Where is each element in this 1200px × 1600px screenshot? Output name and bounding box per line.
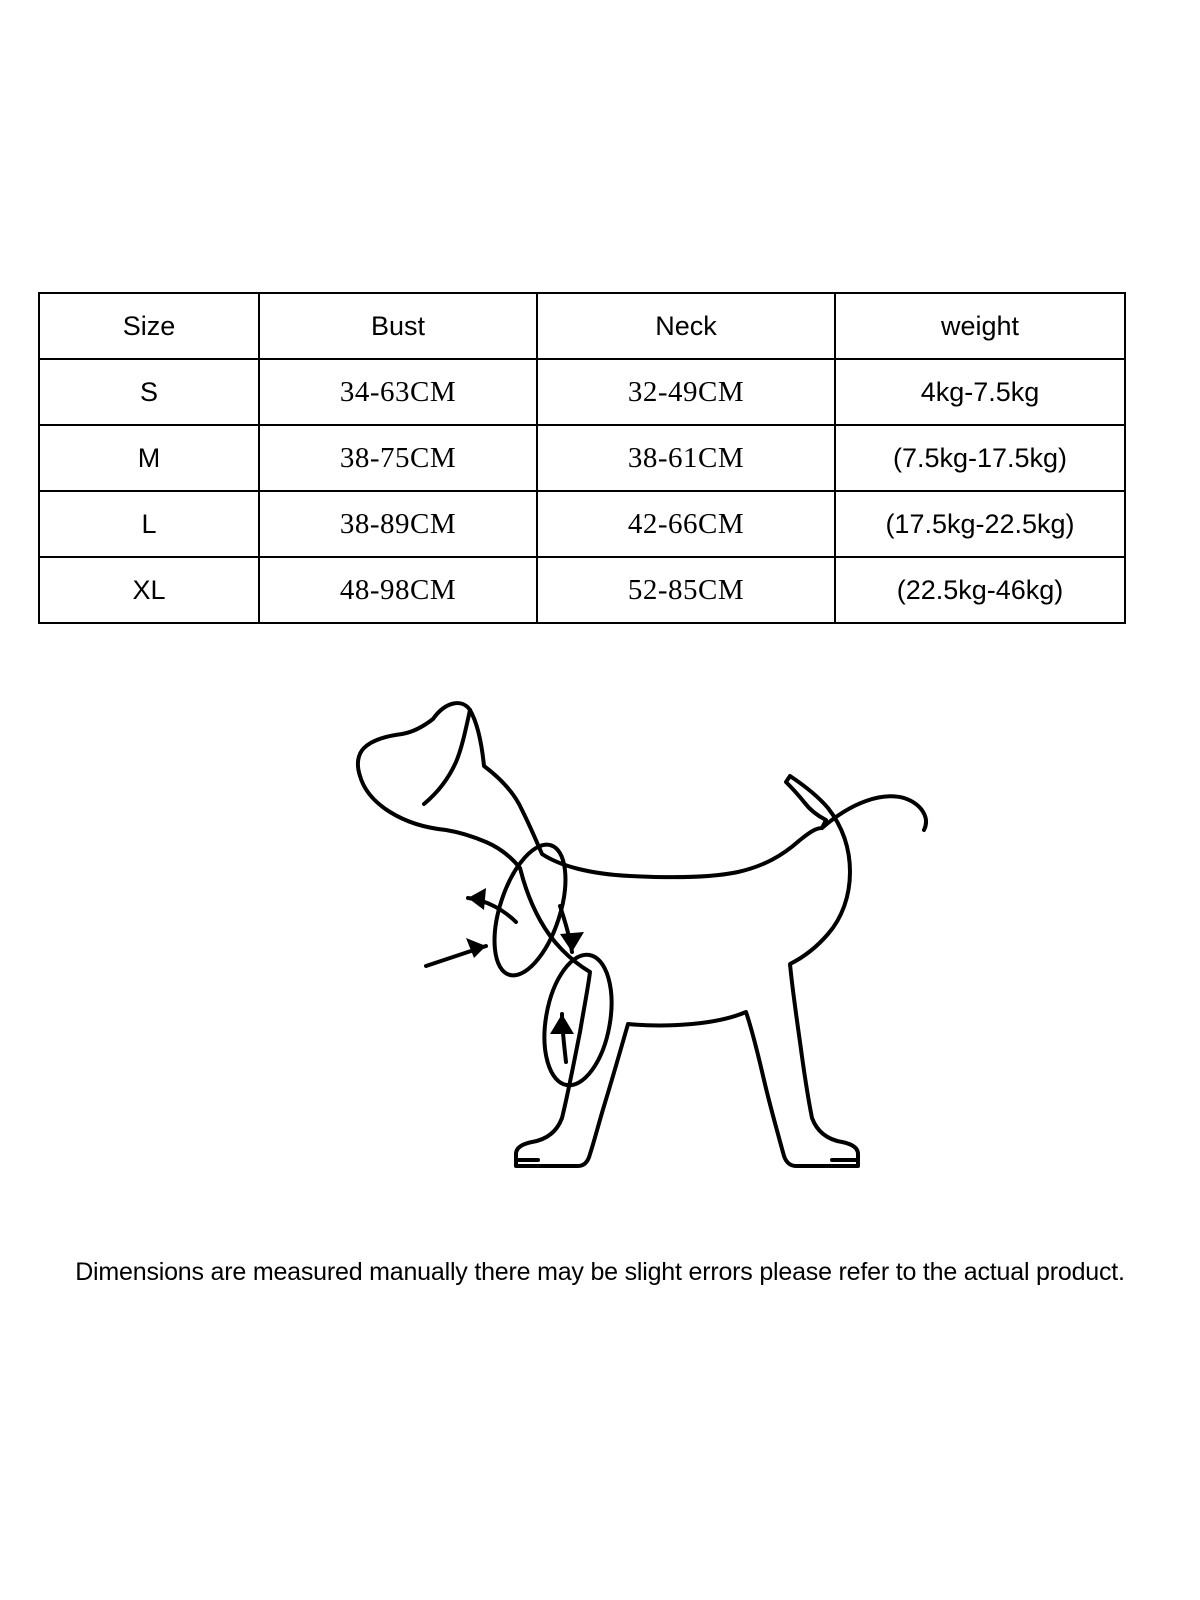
cell-bust: 34-63CM xyxy=(259,359,537,425)
column-header-bust: Bust xyxy=(259,293,537,359)
cell-bust: 38-89CM xyxy=(259,491,537,557)
cell-size: M xyxy=(39,425,259,491)
cell-weight: (17.5kg-22.5kg) xyxy=(835,491,1125,557)
dog-ear-detail xyxy=(424,710,470,804)
cell-weight: (7.5kg-17.5kg) xyxy=(835,425,1125,491)
size-table xyxy=(38,292,1126,624)
cell-size: S xyxy=(39,359,259,425)
column-header-size: Size xyxy=(39,293,259,359)
cell-size: L xyxy=(39,491,259,557)
cell-neck: 52-85CM xyxy=(537,557,835,623)
column-header-neck: Neck xyxy=(537,293,835,359)
cell-neck: 38-61CM xyxy=(537,425,835,491)
cell-size: XL xyxy=(39,557,259,623)
neck-measure-loop xyxy=(480,836,579,984)
table-row xyxy=(39,425,1125,491)
table-row xyxy=(39,359,1125,425)
size-table-container xyxy=(38,292,1124,624)
cell-weight: 4kg-7.5kg xyxy=(835,359,1125,425)
table-row xyxy=(39,557,1125,623)
column-header-weight: weight xyxy=(835,293,1125,359)
cell-bust: 48-98CM xyxy=(259,557,537,623)
table-row xyxy=(39,491,1125,557)
cell-bust: 38-75CM xyxy=(259,425,537,491)
table-header-row xyxy=(39,293,1125,359)
bust-measure-loop xyxy=(535,949,621,1090)
dog-outline xyxy=(358,703,858,1166)
cell-neck: 32-49CM xyxy=(537,359,835,425)
dog-measurement-diagram xyxy=(230,670,930,1240)
disclaimer-note: Dimensions are measured manually there may be slight errors please refer to the actual product. xyxy=(75,1258,1125,1286)
cell-neck: 42-66CM xyxy=(537,491,835,557)
cell-weight: (22.5kg-46kg) xyxy=(835,557,1125,623)
